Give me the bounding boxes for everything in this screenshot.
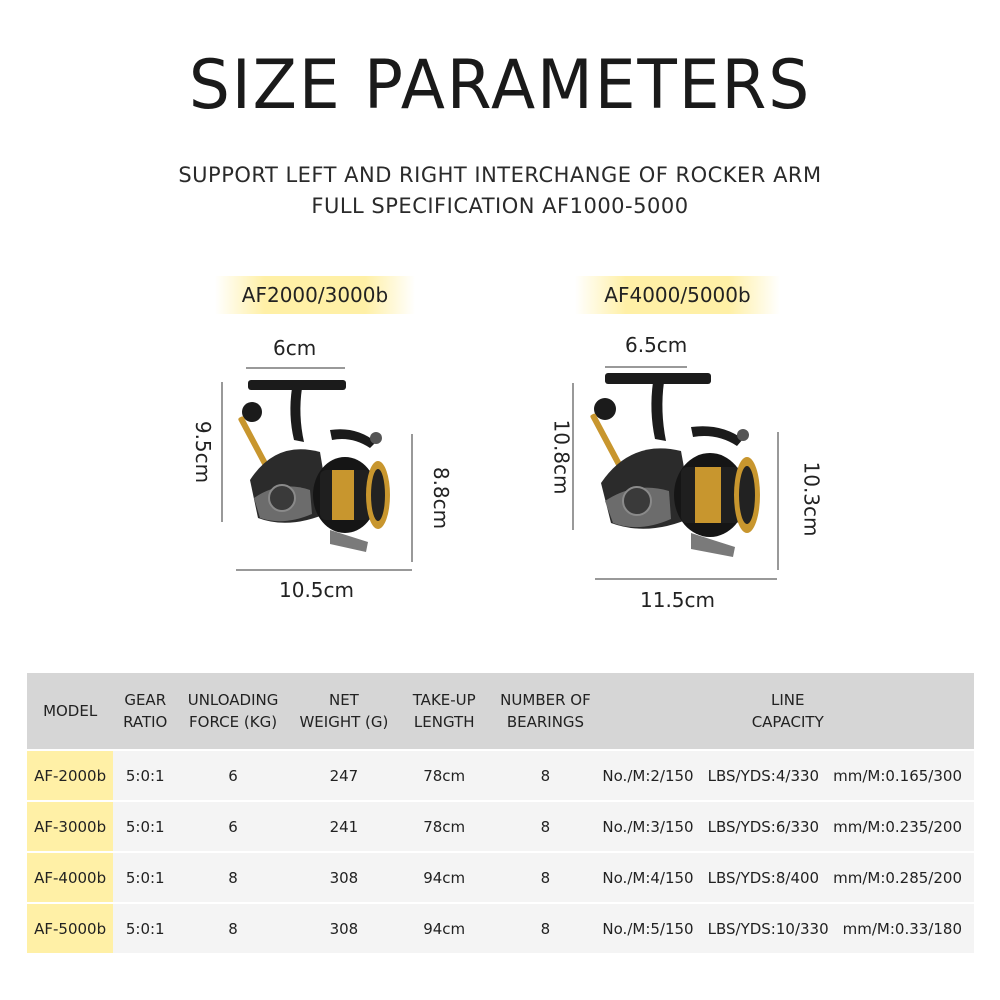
capacity-no: No./M:4/150 <box>602 868 694 887</box>
capacity-mm: mm/M:0.165/300 <box>833 766 962 785</box>
capacity-mm: mm/M:0.285/200 <box>833 868 962 887</box>
header-unload-line1: UNLOADING <box>187 691 279 709</box>
cell-model: AF-3000b <box>27 801 113 852</box>
table-row <box>27 903 974 953</box>
cell-take-up-length: 94cm <box>399 852 490 903</box>
cell-model: AF-4000b <box>27 852 113 903</box>
capacity-no: No./M:2/150 <box>602 766 694 785</box>
cell-net-weight: 308 <box>289 903 399 953</box>
cell-unloading-force: 8 <box>177 852 289 903</box>
cell-gear-ratio: 5:0:1 <box>113 903 177 953</box>
header-bearings <box>489 673 601 750</box>
model-badge-large: AF4000/5000b <box>575 276 780 314</box>
header-take-up-length <box>399 673 490 750</box>
cell-bearings: 8 <box>489 801 601 852</box>
cell-unloading-force: 6 <box>177 801 289 852</box>
table-row <box>27 750 974 801</box>
cell-bearings: 8 <box>489 750 601 801</box>
header-gear-line2: RATIO <box>123 713 168 731</box>
cell-line-capacity <box>601 801 974 852</box>
reel-diagram-small <box>180 330 450 610</box>
capacity-lbs: LBS/YDS:6/330 <box>707 817 820 836</box>
capacity-no: No./M:3/150 <box>602 817 694 836</box>
cell-net-weight: 241 <box>289 801 399 852</box>
header-model-label: MODEL <box>43 702 98 720</box>
header-model <box>27 673 113 750</box>
header-weight-line2: WEIGHT (G) <box>299 713 389 731</box>
cell-take-up-length: 78cm <box>399 801 490 852</box>
reel-diagram-large <box>535 325 825 615</box>
dimension-length-large: 11.5cm <box>640 588 716 612</box>
table-row <box>27 801 974 852</box>
header-line-line1: LINE <box>770 691 805 709</box>
cell-unloading-force: 8 <box>177 903 289 953</box>
header-net-weight <box>289 673 399 750</box>
cell-gear-ratio: 5:0:1 <box>113 801 177 852</box>
spec-table <box>27 673 974 953</box>
capacity-no: No./M:5/150 <box>602 919 694 938</box>
cell-bearings: 8 <box>489 903 601 953</box>
header-line-line2: CAPACITY <box>751 713 824 731</box>
table-header-row <box>27 673 974 750</box>
dimension-length-small: 10.5cm <box>279 578 355 602</box>
dimension-height-left-small: 9.5cm <box>191 420 216 484</box>
header-takeup-line2: LENGTH <box>413 713 475 731</box>
cell-bearings: 8 <box>489 852 601 903</box>
capacity-mm: mm/M:0.235/200 <box>833 817 962 836</box>
cell-model: AF-2000b <box>27 750 113 801</box>
cell-line-capacity <box>601 852 974 903</box>
page-title: SIZE PARAMETERS <box>188 46 812 125</box>
subtitle-specification: FULL SPECIFICATION AF1000-5000 <box>311 194 689 218</box>
dimension-height-left-large: 10.8cm <box>549 419 574 495</box>
header-gear-ratio <box>113 673 177 750</box>
cell-gear-ratio: 5:0:1 <box>113 750 177 801</box>
cell-gear-ratio: 5:0:1 <box>113 852 177 903</box>
cell-take-up-length: 94cm <box>399 903 490 953</box>
header-unloading-force <box>177 673 289 750</box>
table-row <box>27 852 974 903</box>
header-bearings-line1: NUMBER OF <box>500 691 591 709</box>
header-weight-line1: NET <box>328 691 359 709</box>
header-gear-line1: GEAR <box>124 691 167 709</box>
model-badge-small: AF2000/3000b <box>215 276 415 314</box>
cell-net-weight: 247 <box>289 750 399 801</box>
cell-line-capacity <box>601 750 974 801</box>
capacity-lbs: LBS/YDS:10/330 <box>707 919 829 938</box>
header-unload-line2: FORCE (KG) <box>189 713 278 731</box>
cell-net-weight: 308 <box>289 852 399 903</box>
fishing-reel-icon <box>590 373 760 557</box>
cell-model: AF-5000b <box>27 903 113 953</box>
cell-take-up-length: 78cm <box>399 750 490 801</box>
dimension-width-small: 6cm <box>273 336 317 360</box>
capacity-lbs: LBS/YDS:8/400 <box>707 868 820 887</box>
header-takeup-line1: TAKE-UP <box>412 691 476 709</box>
header-bearings-line2: BEARINGS <box>506 713 585 731</box>
header-line-capacity <box>601 673 974 750</box>
cell-unloading-force: 6 <box>177 750 289 801</box>
subtitle-interchange: SUPPORT LEFT AND RIGHT INTERCHANGE OF ROCKER ARM <box>178 163 822 187</box>
dimension-height-right-small: 8.8cm <box>429 466 454 530</box>
fishing-reel-icon <box>238 380 390 552</box>
dimension-height-right-large: 10.3cm <box>799 461 824 537</box>
capacity-lbs: LBS/YDS:4/330 <box>707 766 820 785</box>
cell-line-capacity <box>601 903 974 953</box>
capacity-mm: mm/M:0.33/180 <box>842 919 962 938</box>
dimension-width-large: 6.5cm <box>625 333 688 357</box>
